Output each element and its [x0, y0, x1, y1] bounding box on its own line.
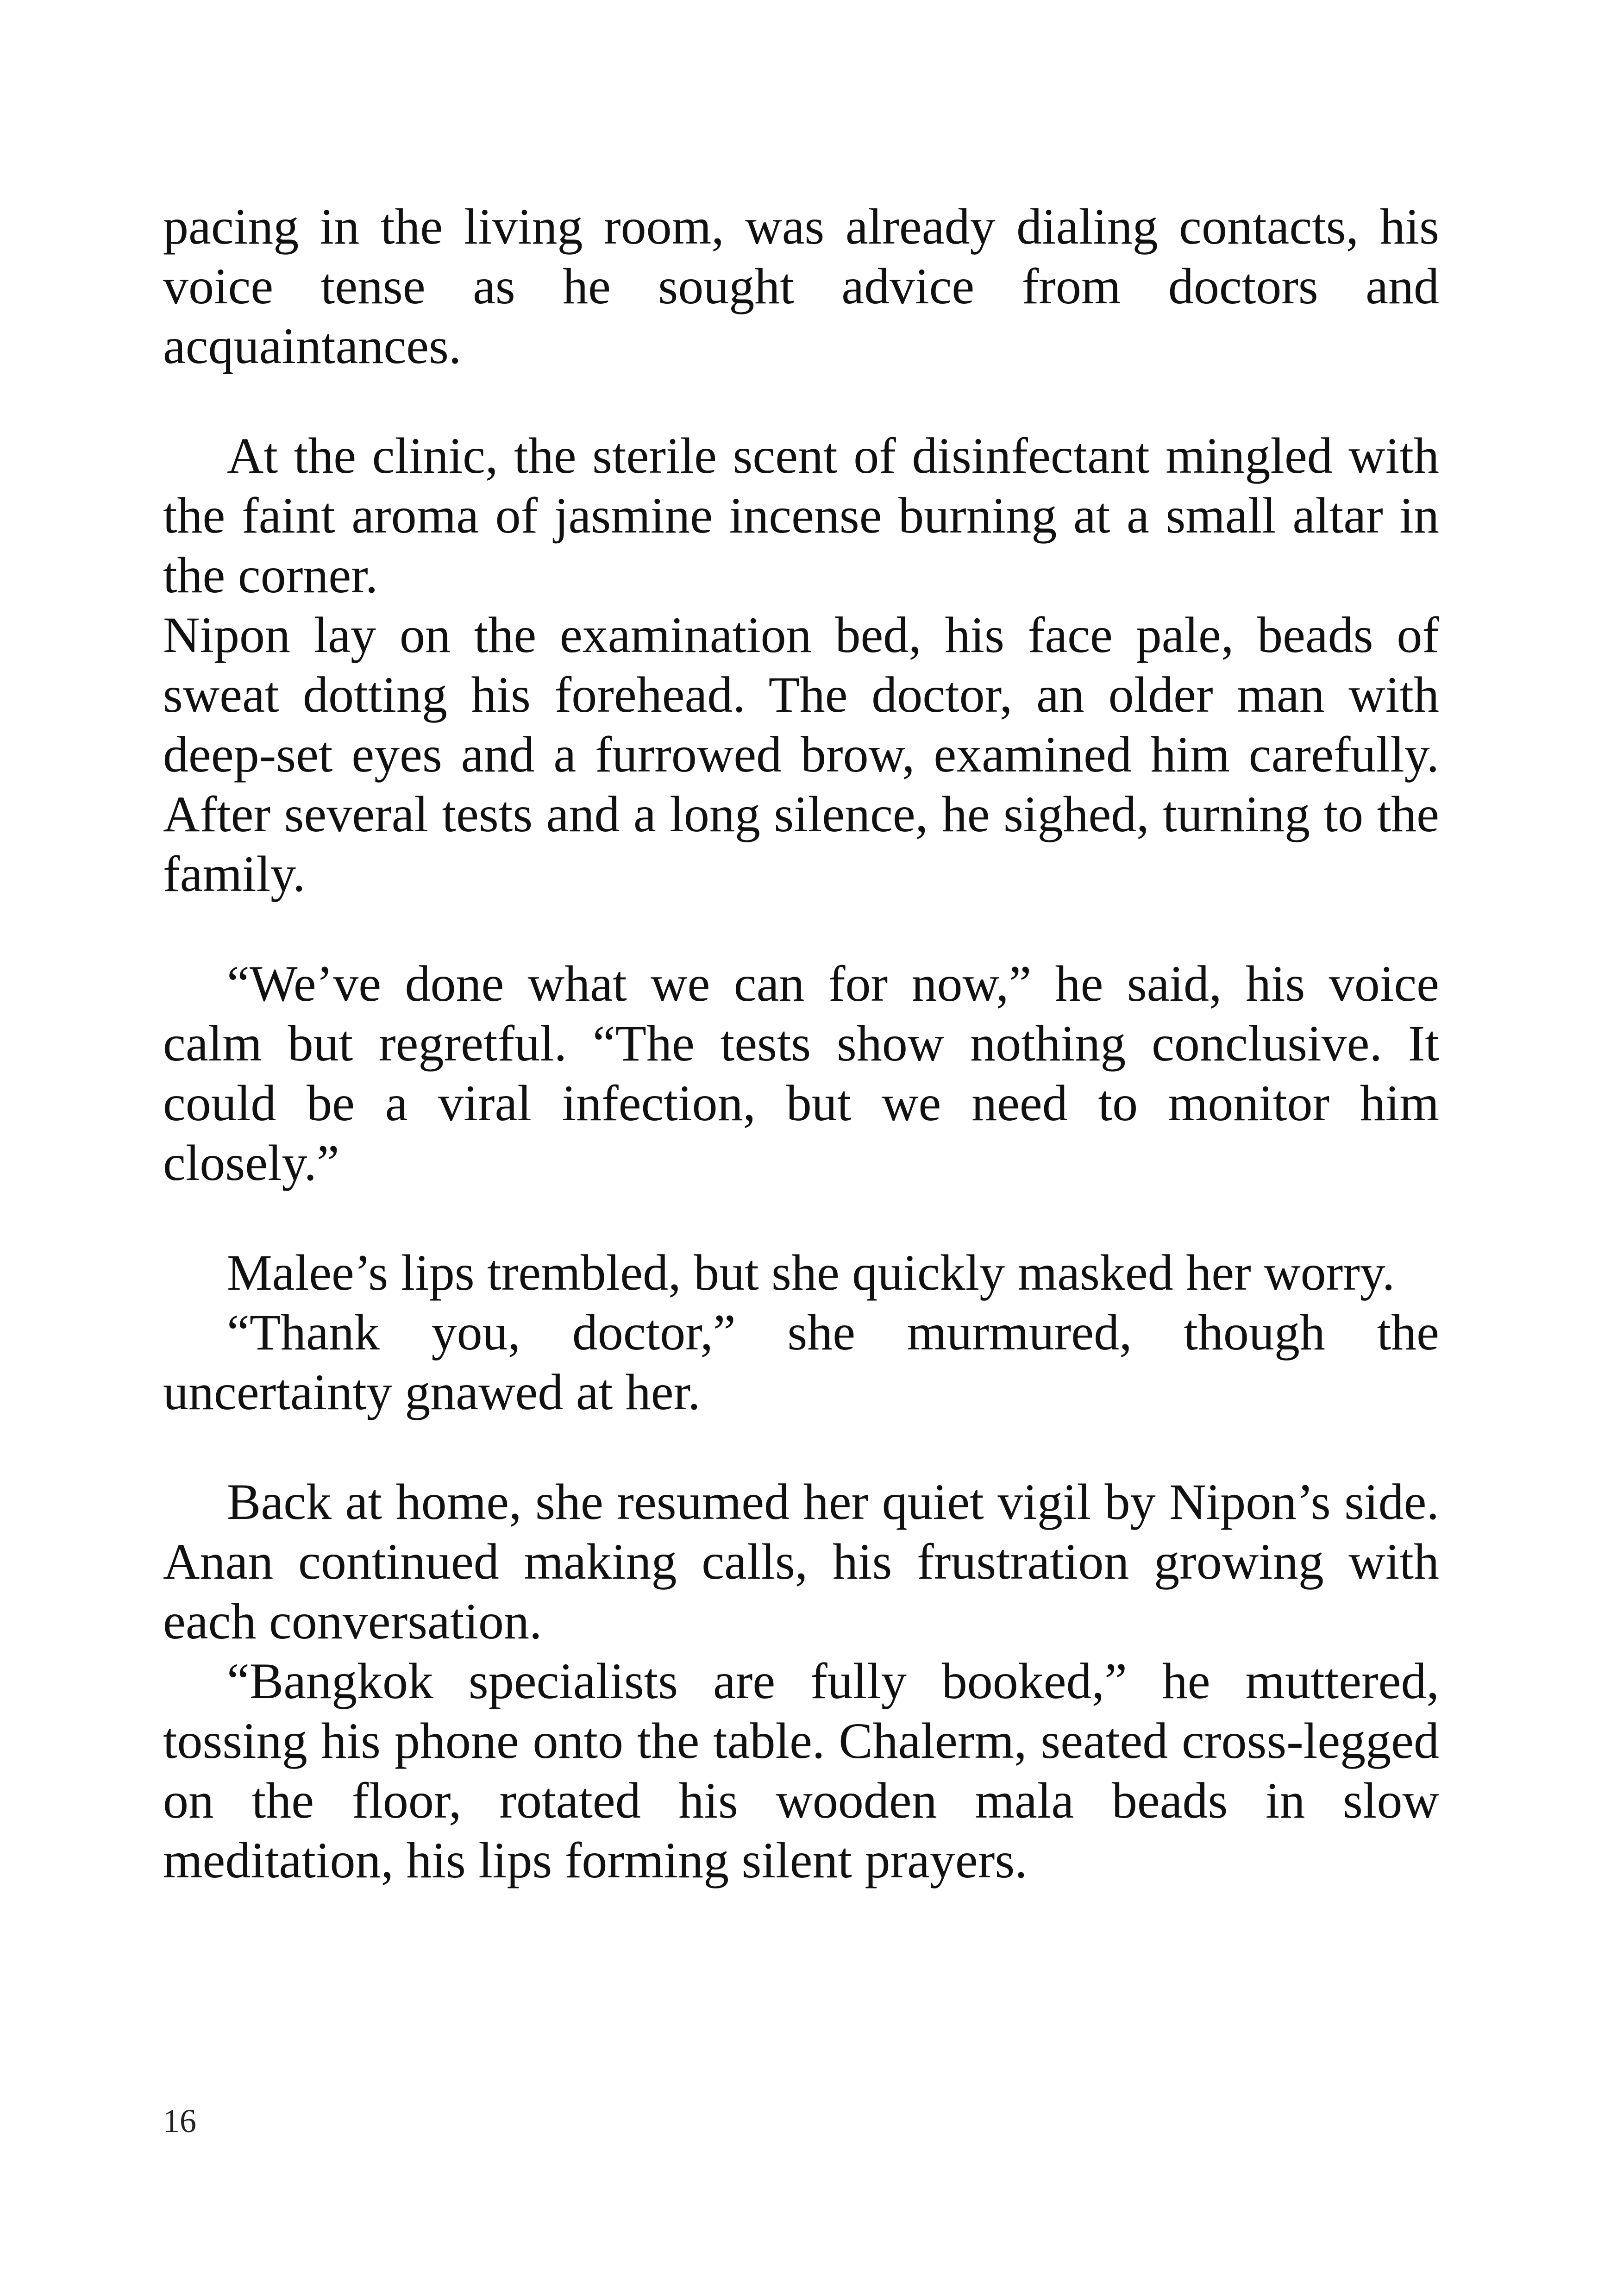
body-text — [163, 197, 1439, 1890]
paragraph-continuation: pacing in the living room, was already dialing contacts, his voice tense as he sought advice from doctors and acquaintances. — [163, 198, 1439, 374]
page-number: 16 — [163, 2102, 196, 2139]
paragraph-doctor-dialogue: “We’ve done what we can for now,” he said, his voice calm but regretful. “The tests show nothing conclusive. It could be a viral infection, but we need to monitor him closely.” — [163, 955, 1439, 1191]
paragraph-examination: Nipon lay on the examination bed, his face pale, beads of sweat dotting his forehead. The doctor, an older man with deep-set eyes and a furrowed brow, examined him carefully. After several tests and a long silence, he sighed, turning to the family. — [163, 607, 1439, 902]
paragraph-malee-worry: Malee’s lips trembled, but she quickly masked her worry. — [227, 1244, 1395, 1301]
paragraph-back-home: Back at home, she resumed her quiet vigil by Nipon’s side. Anan continued making calls, his frustration growing with each conversation. — [163, 1474, 1439, 1650]
paragraph-bangkok-specialists: “Bangkok specialists are fully booked,” he muttered, tossing his phone onto the table. Chalerm, seated cross-legged on the floor, rotated his wooden mala beads in slow meditation, his lips forming silent prayers. — [163, 1653, 1439, 1888]
paragraph-clinic-scene: At the clinic, the sterile scent of disinfectant mingled with the faint aroma of jasmine incense burning at a small altar in the corner. — [163, 427, 1439, 603]
paragraph-thank-you: “Thank you, doctor,” she murmured, though the uncertainty gnawed at her. — [163, 1304, 1439, 1420]
